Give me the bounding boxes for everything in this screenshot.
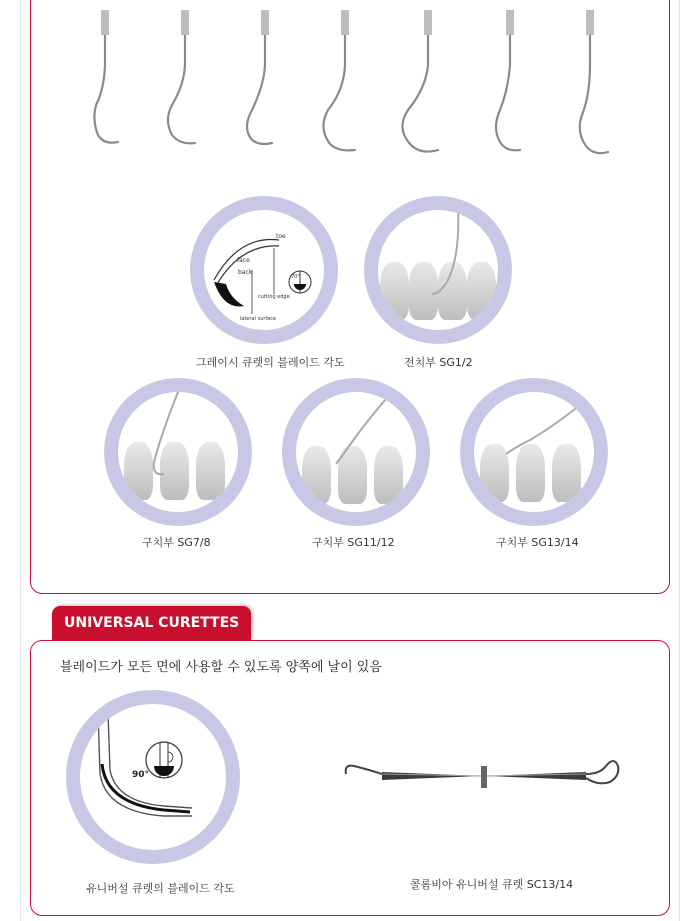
caption-columbia-sc1314: 콜롬비아 유니버설 큐렛 SC13/14 <box>410 878 574 891</box>
universal-curettes-tab: UNIVERSAL CURETTES <box>52 606 251 640</box>
caption-universal-blade-angle: 유니버설 큐렛의 블레이드 각도 <box>86 882 235 895</box>
posterior-sg1314-photo <box>460 378 608 526</box>
label-cutting-edge: cutting edge <box>258 294 290 300</box>
gracey-instrument-tips <box>90 10 630 160</box>
label-lateral-surface: lateral surface <box>240 316 277 322</box>
columbia-sc1314-instrument <box>342 756 622 800</box>
caption-posterior-sg1314: 구치부 SG13/14 <box>496 536 579 549</box>
label-face: face <box>237 257 250 264</box>
posterior-sg1112-photo <box>282 378 430 526</box>
anterior-sg12-photo <box>364 196 512 344</box>
caption-posterior-sg1112: 구치부 SG11/12 <box>312 536 395 549</box>
universal-blade-angle-diagram <box>66 690 240 864</box>
label-angle-90: 90° <box>132 770 150 780</box>
label-back: back <box>238 269 253 276</box>
label-toe: toe <box>276 233 286 240</box>
posterior-sg78-photo <box>104 378 252 526</box>
caption-gracey-blade-angle: 그레이시 큐렛의 블레이드 각도 <box>196 356 345 369</box>
caption-posterior-sg78: 구치부 SG7/8 <box>142 536 211 549</box>
gracey-blade-angle-diagram <box>190 196 338 344</box>
label-angle-70: 70° <box>291 274 300 280</box>
caption-anterior-sg12: 전치부 SG1/2 <box>404 356 473 369</box>
universal-headline: 블레이드가 모든 면에 사용할 수 있도록 양쪽에 날이 있음 <box>60 660 382 675</box>
